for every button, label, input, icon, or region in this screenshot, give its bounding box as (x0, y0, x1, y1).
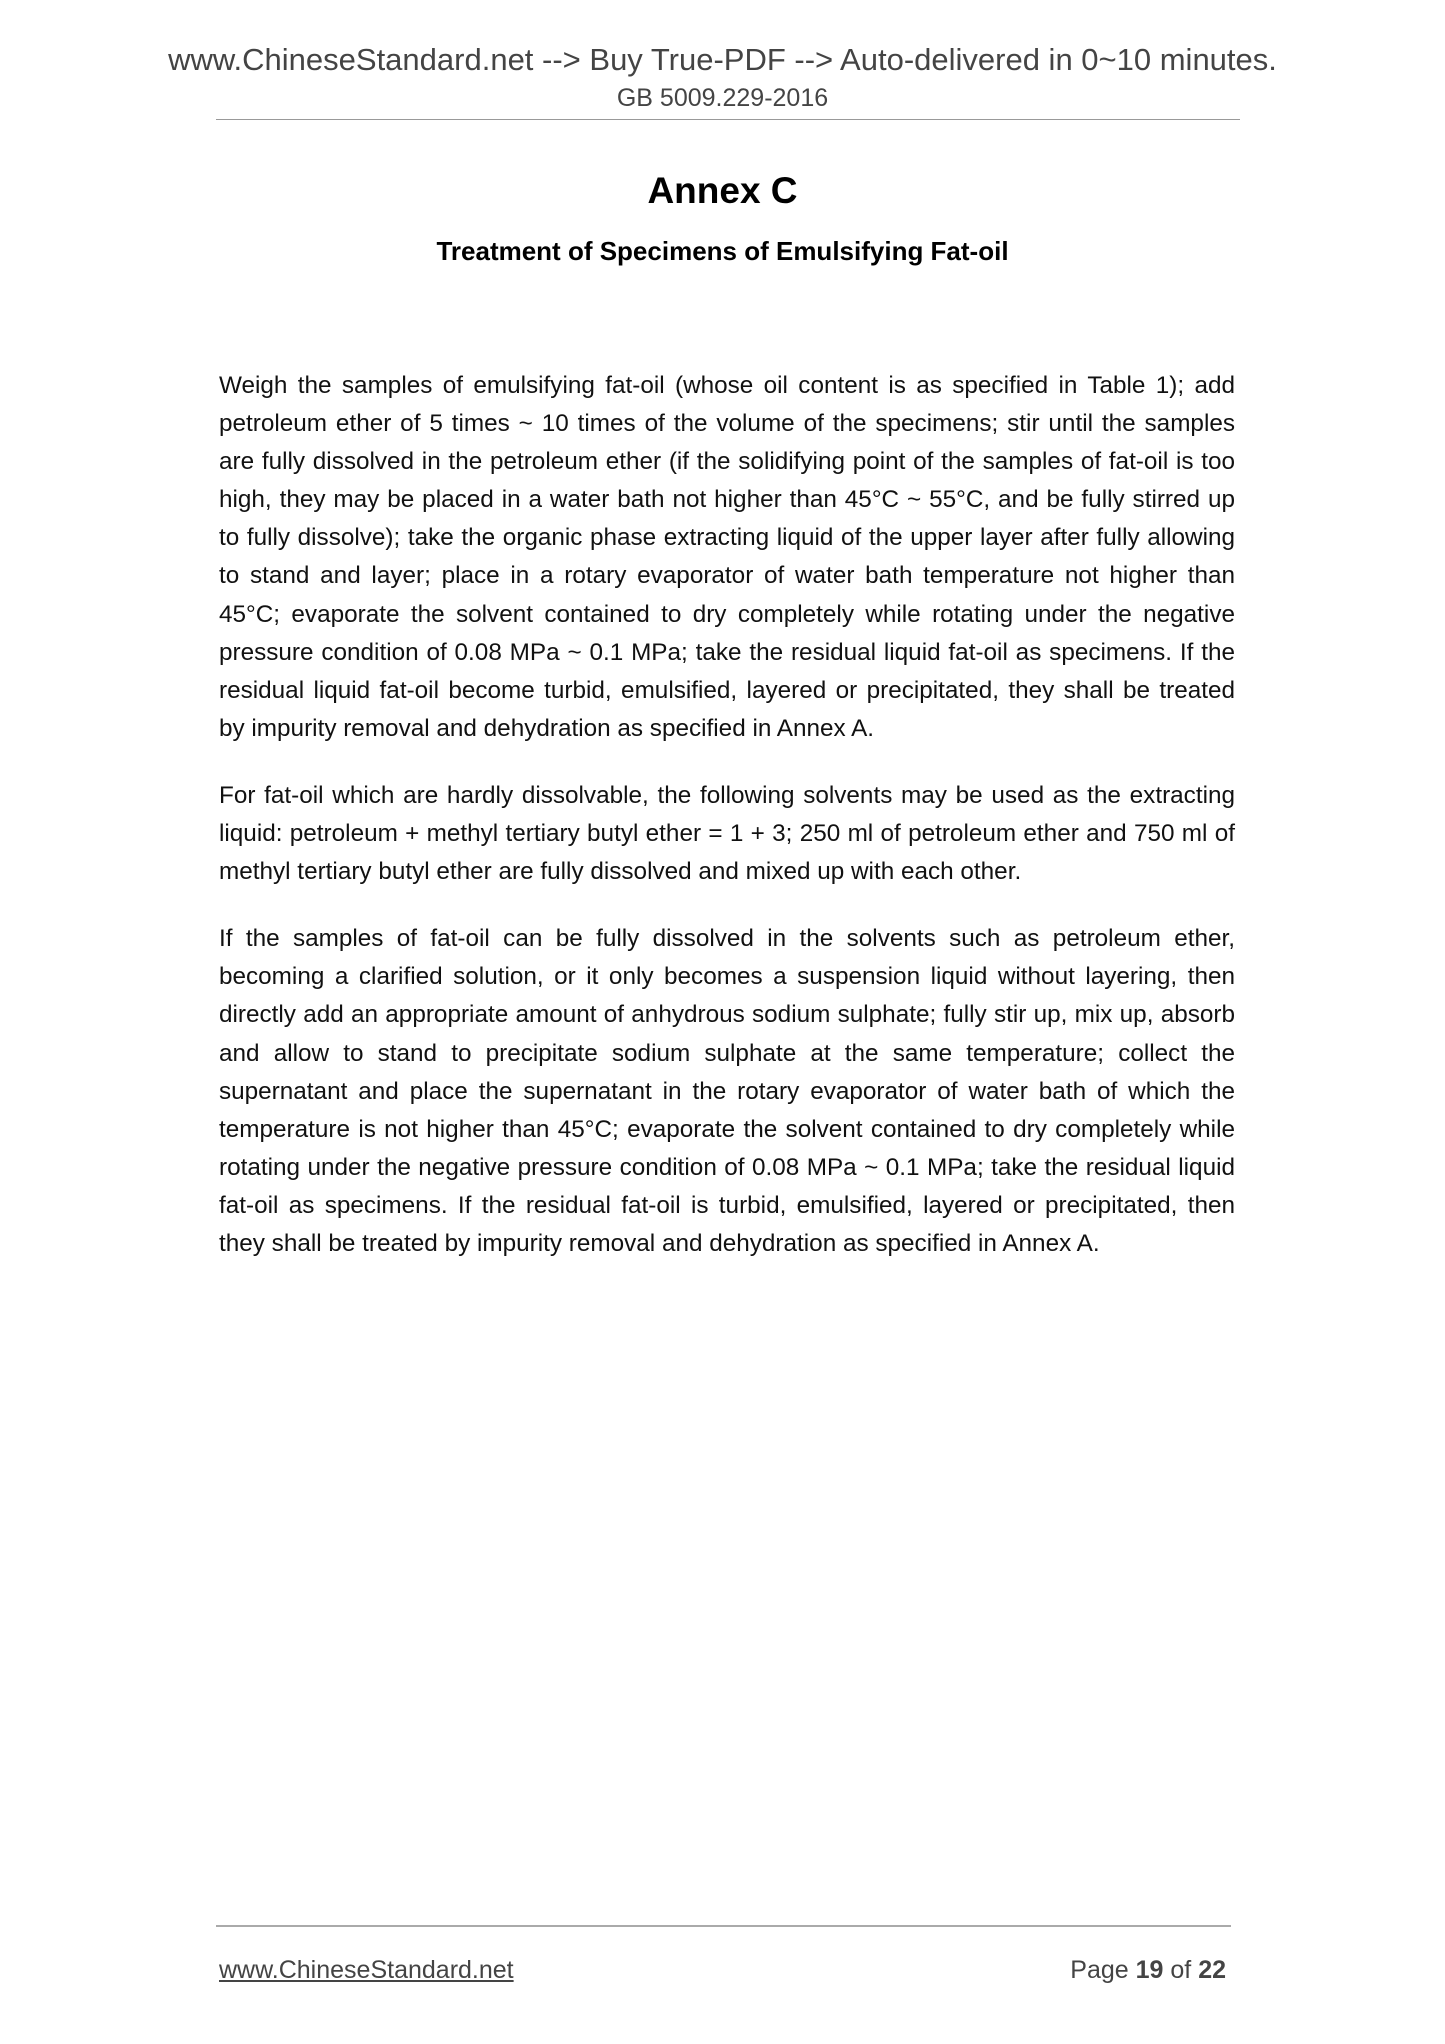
page-current: 19 (1135, 1956, 1164, 1984)
paragraph: Weigh the samples of emulsifying fat-oil (whose oil content is as specified in Table 1); add petroleum ether of 5 times ~ 10 times of the volume of the specimens; stir until the samples are fully dissolved in the petroleum ether (if the solidifying point of the samples of fat-oil is too high, they may be placed in a water bath not higher than 45°C ~ 55°C, and be fully stirred up to fully dissolve); take the organic phase extracting liquid of the upper layer after fully allowing to stand and layer; place in a rotary evaporator of water bath temperature not higher than 45°C; evaporate the solvent contained to dry completely while rotating under the negative pressure condition of 0.08 MPa ~ 0.1 MPa; take the residual liquid fat-oil as specimens. If the residual liquid fat-oil become turbid, emulsified, layered or precipitated, they shall be treated by impurity removal and dehydration as specified in Annex A. (219, 372, 1235, 742)
paragraph: For fat-oil which are hardly dissolvable, the following solvents may be used as the extracting liquid: petroleum + methyl tertiary butyl ether = 1 + 3; 250 ml of petroleum ether and 750 ml of methyl tertiary butyl ether are fully dissolved and mixed up with each other. (219, 781, 1235, 886)
annex-body (219, 367, 1235, 1292)
footer-site-link[interactable]: www.ChineseStandard.net (219, 1956, 514, 1984)
page-number (1070, 1956, 1226, 1985)
annex-subtitle: Treatment of Specimens of Emulsifying Fat-oil (436, 236, 1009, 266)
page-prefix: Page (1070, 1956, 1136, 1984)
footer-divider (216, 1925, 1231, 1927)
page-of: of (1163, 1956, 1199, 1984)
header-divider (216, 119, 1240, 120)
annex-title: Annex C (647, 170, 798, 211)
page-total: 22 (1198, 1956, 1226, 1984)
standard-code: GB 5009.229-2016 (616, 84, 829, 112)
header-banner-link[interactable]: www.ChineseStandard.net --> Buy True-PDF --> Auto-delivered in 0~10 minutes. (168, 42, 1277, 77)
paragraph: If the samples of fat-oil can be fully dissolved in the solvents such as petroleum ether, becoming a clarified solution, or it only becomes a suspension liquid without layering, then directly add an appropriate amount of anhydrous sodium sulphate; fully stir up, mix up, absorb and allow to stand to precipitate sodium sulphate at the same temperature; collect the supernatant and place the supernatant in the rotary evaporator of water bath of which the temperature is not higher than 45°C; evaporate the solvent contained to dry completely while rotating under the negative pressure condition of 0.08 MPa ~ 0.1 MPa; take the residual liquid fat-oil as specimens. If the residual fat-oil is turbid, emulsified, layered or precipitated, then they shall be treated by impurity removal and dehydration as specified in Annex A. (219, 925, 1235, 1257)
